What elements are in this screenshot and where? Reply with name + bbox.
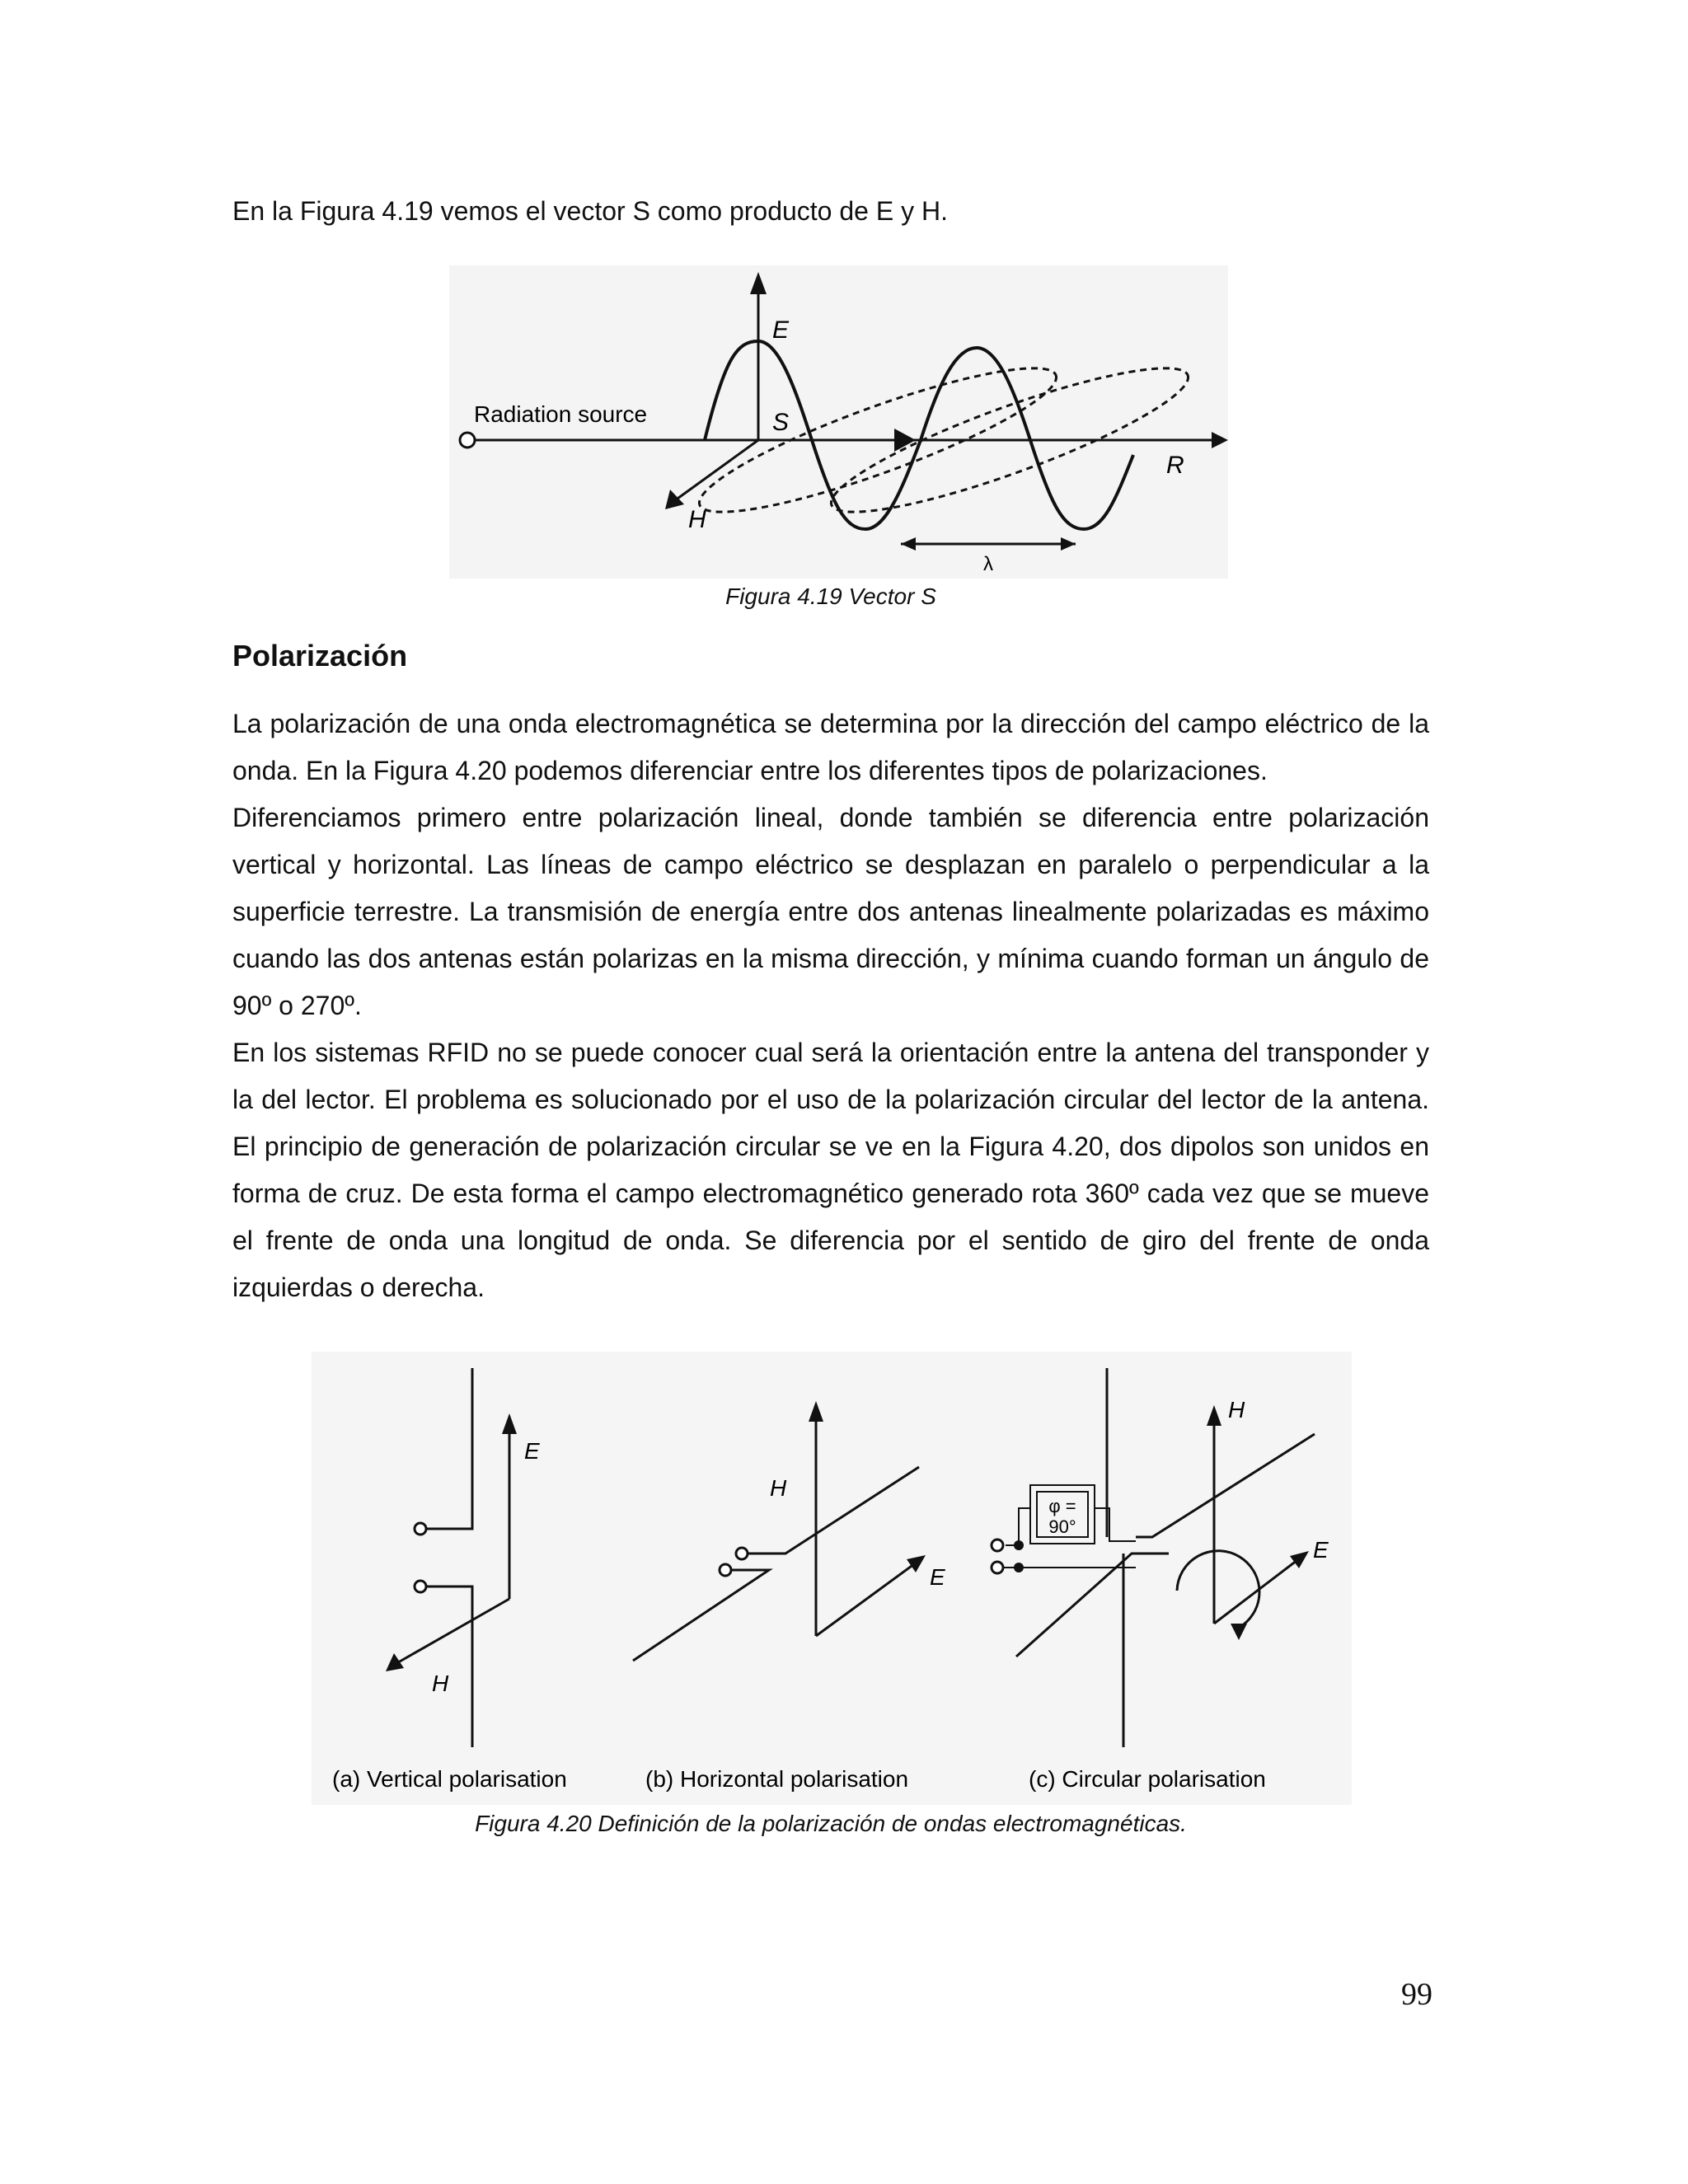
junction-dot-2 [1014, 1563, 1024, 1572]
label-h: H [688, 506, 706, 533]
label-phase-line2: 90° [1048, 1516, 1076, 1537]
figure-4-20-caption: Figura 4.20 Definición de la polarización de ondas electromagnéticas. [475, 1811, 1187, 1836]
label-e: E [772, 316, 790, 344]
page-number: 99 [1401, 1977, 1432, 2012]
label-c-e: E [1313, 1537, 1329, 1563]
label-lambda: λ [983, 553, 993, 575]
label-c-h: H [1228, 1397, 1245, 1422]
label-radiation-source: Radiation source [474, 401, 648, 427]
section-heading: Polarización [232, 639, 408, 673]
figure-vector-s [449, 265, 1228, 579]
label-s: S [772, 409, 790, 436]
figure-polarisation [312, 1352, 1352, 1805]
label-b-h: H [770, 1475, 787, 1501]
paragraph: En los sistemas RFID no se puede conocer cual será la orientación entre la antena del transponder y la del lector. El problema es solucionado por el uso de la polarización circular del lector de la antena. El principio de generación de polarización circular se ve en la Figura 4.20, dos dipolos son unidos en forma de cruz. De esta forma el campo electromagnético generado rota 360º cada vez que se mueve el frente de onda una longitud de onda. Se diferencia por el sentido de giro del frente de onda izquierdas o derecha. [232, 1038, 1429, 1302]
label-phase-line1: φ = [1048, 1496, 1076, 1516]
subcaption-a: (a) Vertical polarisation [332, 1766, 567, 1792]
intro-paragraph: En la Figura 4.19 vemos el vector S como producto de E y H. [232, 196, 948, 226]
label-b-e: E [930, 1564, 945, 1590]
subcaption-b: (b) Horizontal polarisation [645, 1766, 909, 1792]
body-text [232, 701, 1429, 1311]
label-a-e: E [524, 1438, 540, 1464]
subcaption-c: (c) Circular polarisation [1029, 1766, 1266, 1792]
paragraph: La polarización de una onda electromagnética se determina por la dirección del campo eléctrico de la onda. En la Figura 4.20 podemos diferenciar entre los diferentes tipos de polarizaciones. [232, 709, 1429, 785]
label-r: R [1166, 452, 1184, 479]
source-circle [460, 433, 475, 448]
paragraph: Diferenciamos primero entre polarización lineal, donde también se diferencia entre polarización vertical y horizontal. Las líneas de campo eléctrico se desplazan en paralelo o perpendicular a la superficie terrestre. La transmisión de energía entre dos antenas linealmente polarizadas es máximo cuando las dos antenas están polarizas en la misma dirección, y mínima cuando forman un ángulo de 90º o 270º. [232, 803, 1429, 1020]
figure-4-19-caption: Figura 4.19 Vector S [725, 583, 936, 609]
junction-dot-1 [1014, 1540, 1024, 1550]
label-a-h: H [432, 1671, 449, 1696]
